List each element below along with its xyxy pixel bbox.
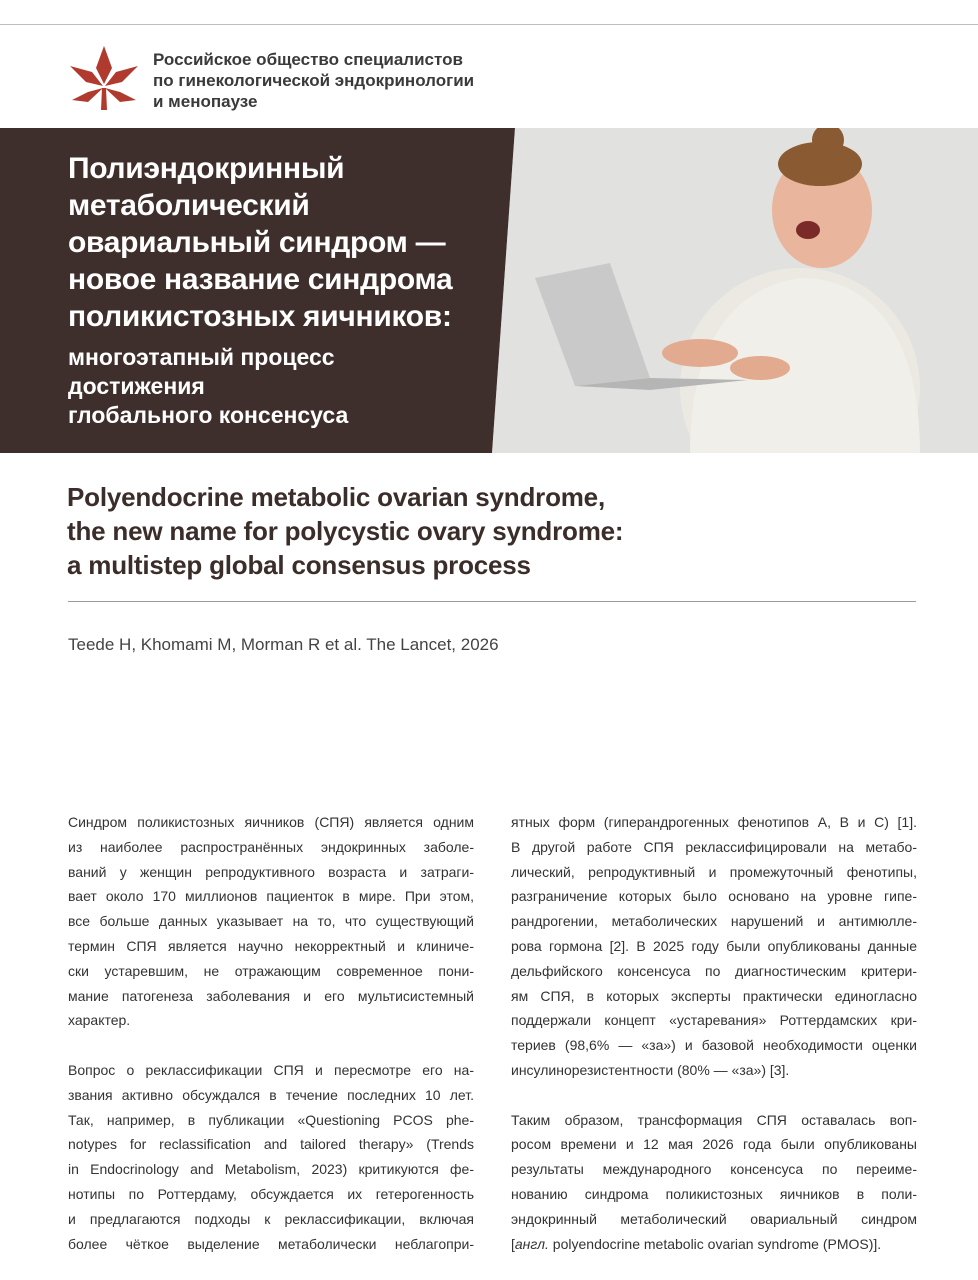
text-line: термин СПЯ является научно некорректный и клиниче- [68, 937, 474, 954]
text-line: инсулинорезистентности (80% — «за») [3]. [511, 1061, 790, 1078]
text-line: Таким образом, трансформация СПЯ оставалась воп- [511, 1111, 917, 1128]
subtitle-ru-line-1: многоэтапный процесс [68, 344, 335, 370]
paragraph-gap [511, 1083, 917, 1108]
text-line: ям СПЯ, в которых эксперты практически единогласно [511, 987, 917, 1004]
title-english [67, 480, 927, 582]
text-line: ваний у женщин репродуктивного возраста и затраги- [68, 863, 474, 880]
text-line: звания активно обсуждался в течение последних 10 лет. [68, 1086, 474, 1103]
text-line: notypes for reclassification and tailored therapy» (Trends [68, 1136, 474, 1153]
text-line: характер. [68, 1012, 131, 1029]
org-name-line-3: и менопаузе [153, 92, 258, 111]
left-column [68, 810, 474, 1256]
right-column [511, 810, 917, 1256]
subtitle-ru-line-2: достижения [68, 373, 205, 399]
text-line: Синдром поликистозных яичников (СПЯ) является одним [68, 814, 474, 830]
text-line: более чёткое выделение метаболически неблагопри- [68, 1235, 474, 1252]
organization-name [153, 49, 553, 112]
text-line: териев (98,6% — «за») и базовой необходимости оценки [511, 1037, 917, 1054]
text-line: in Endocrinology and Metabolism, 2023) критикуются фе- [68, 1161, 474, 1178]
title-ru-line-4: новое название синдрома [68, 263, 453, 296]
section-divider [68, 601, 916, 602]
title-ru-line-5: поликистозных яичников: [68, 300, 452, 333]
text-line: рандрогении, метаболических нарушений и антимюлле- [511, 913, 917, 930]
text-line: В другой работе СПЯ реклассифицировали на метабо- [511, 838, 917, 855]
text-line: нотипы по Роттердаму, обсуждается их гетерогенность [68, 1185, 474, 1202]
title-en-line-1: Polyendocrine metabolic ovarian syndrome, [67, 482, 605, 512]
text-line-final: [англ. polyendocrine metabolic ovarian syndrome (PMOS)]. [511, 1235, 882, 1252]
subtitle-ru-line-3: глобального консенсуса [68, 402, 349, 428]
paragraph-gap [68, 1033, 474, 1058]
text-line: поддержали концепт «устаревания» Роттердамских кри- [511, 1012, 917, 1029]
text-line: результаты международного консенсуса по переиме- [511, 1161, 917, 1178]
text-line: Так, например, в публикации «Questioning PCOS phe- [68, 1111, 474, 1128]
text-line: ятных форм (гиперандрогенных фенотипов A, B и C) [1]. [511, 814, 917, 830]
text-line: лический, репродуктивный и промежуточный фенотипы, [511, 863, 917, 880]
text-line: дельфийского консенсуса по диагностическим критери- [511, 962, 917, 979]
title-ru-line-1: Полиэндокринный [68, 152, 345, 185]
top-divider [0, 24, 978, 25]
text-line: ски устаревшим, не отражающим современное пони- [68, 962, 474, 979]
text-line: все больше данных указывает на то, что существующий [68, 913, 474, 930]
text-line: рова гормона [2]. В 2025 году были опубликованы данные [511, 937, 917, 954]
italic-abbreviation: англ. [514, 1235, 549, 1252]
citation: Teede H, Khomami M, Morman R et al. The Lancet, 2026 [68, 635, 499, 654]
text-line: разграничение которых было основано на уровне гипе- [511, 888, 917, 905]
text-line: из наиболее распространённых эндокринных заболе- [68, 838, 474, 855]
title-en-line-2: the new name for polycystic ovary syndrome: [67, 516, 624, 546]
text-line: росом времени и 12 мая 2026 года были опубликованы [511, 1136, 917, 1153]
title-ru-line-3: овариальный синдром — [68, 226, 446, 259]
subtitle-russian [68, 343, 488, 430]
title-russian [68, 150, 508, 335]
text-line: мание патогенеза заболевания и его мультисистемный [68, 987, 474, 1004]
title-banner [0, 128, 978, 453]
text-line: нованию синдрома поликистозных яичников в поли- [511, 1185, 917, 1202]
maple-leaf-logo-icon [66, 44, 142, 112]
text-line: вает около 170 миллионов пациенток в мире. При этом, [68, 888, 474, 905]
text-line-final-rest: polyendocrine metabolic ovarian syndrome (PMOS)]. [548, 1235, 882, 1252]
org-name-line-2: по гинекологической эндокринологии [153, 71, 475, 90]
text-line: Вопрос о реклассификации СПЯ и пересмотре его на- [68, 1061, 474, 1078]
text-line: эндокринный метаболический овариальный синдром [511, 1210, 917, 1227]
title-ru-line-2: метаболический [68, 189, 310, 222]
text-line: и предлагаются подходы к реклассификации, включая [68, 1210, 474, 1227]
title-en-line-3: a multistep global consensus process [67, 550, 531, 580]
org-name-line-1: Российское общество специалистов [153, 50, 463, 69]
